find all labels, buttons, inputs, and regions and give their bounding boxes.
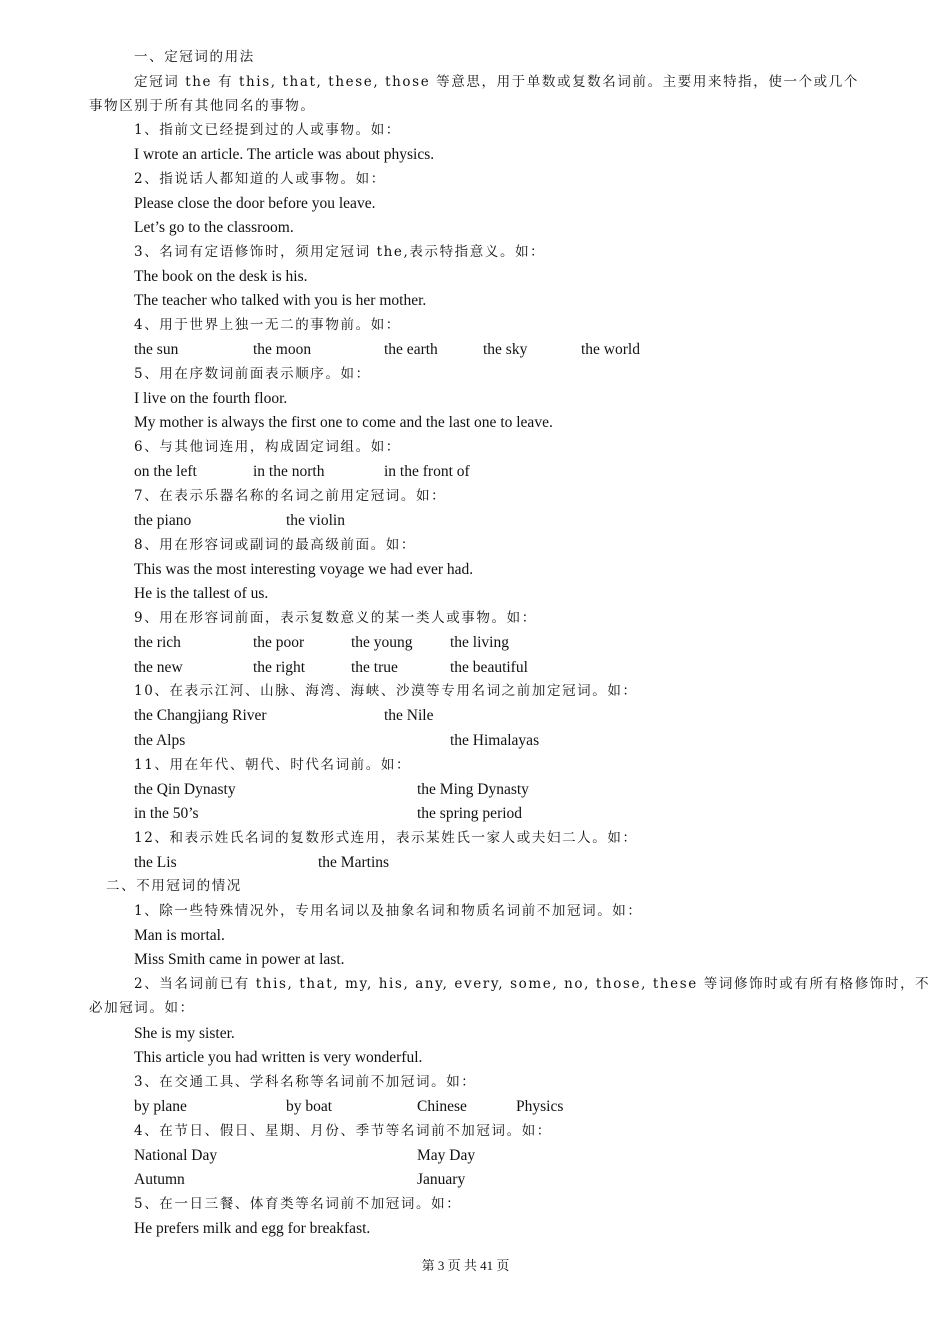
example-sentence: This article you had written is very wonderful. (134, 1049, 423, 1066)
rule-text-line: 11、用在年代、朝代、时代名词前。如： (134, 757, 412, 773)
example-word: the moon (253, 341, 312, 358)
rule-text-line: 4、用于世界上独一无二的事物前。如： (134, 317, 401, 333)
example-sentence: I live on the fourth floor. (134, 390, 288, 407)
example-word: the Lis (134, 854, 177, 871)
rule-text-line: 事物区别于所有其他同名的事物。 (89, 98, 316, 114)
example-word: Chinese (417, 1098, 467, 1115)
example-sentence: Miss Smith came in power at last. (134, 951, 345, 968)
page-footer: 第 3 页 共 41 页 (421, 1258, 510, 1273)
rule-text-line: 7、在表示乐器名称的名词之前用定冠词。如： (134, 488, 447, 504)
rule-text-line: 必加冠词。如： (89, 1000, 195, 1016)
example-sentence: My mother is always the first one to come and the last one to leave. (134, 414, 553, 431)
example-word: by boat (286, 1098, 333, 1115)
example-word: the piano (134, 512, 192, 529)
example-word: the spring period (417, 805, 523, 822)
example-word: the Alps (134, 732, 186, 749)
example-word: May Day (417, 1147, 476, 1164)
example-word: in the 50’s (134, 805, 199, 822)
example-word: the living (450, 634, 509, 651)
rule-text-line: 6、与其他词连用，构成固定词组。如： (134, 439, 401, 455)
example-word: the beautiful (450, 659, 528, 676)
example-word: Physics (516, 1098, 564, 1115)
example-word: the Nile (384, 707, 434, 724)
example-sentence: Please close the door before you leave. (134, 195, 376, 212)
rule-text-line: 一、定冠词的用法 (134, 49, 255, 65)
example-sentence: Let’s go to the classroom. (134, 219, 294, 236)
example-sentence: He is the tallest of us. (134, 585, 269, 602)
example-word: on the left (134, 463, 197, 480)
example-word: the violin (286, 512, 345, 529)
rule-text-line: 定冠词 the 有 this, that, these, those 等意思，用于单数或复数名词前。主要用来特指，使一个或几个 (134, 74, 859, 90)
example-word: the young (351, 634, 413, 651)
example-word: in the front of (384, 463, 470, 480)
example-word: the new (134, 659, 183, 676)
example-sentence: The book on the desk is his. (134, 268, 308, 285)
example-word: the rich (134, 634, 181, 651)
example-word: the right (253, 659, 306, 676)
example-word: the true (351, 659, 398, 676)
example-word: January (417, 1171, 466, 1188)
rule-text-line: 3、名词有定语修饰时，须用定冠词 the,表示特指意义。如： (134, 244, 546, 260)
example-sentence: He prefers milk and egg for breakfast. (134, 1220, 371, 1237)
rule-text-line: 9、用在形容词前面，表示复数意义的某一类人或事物。如： (134, 610, 537, 626)
example-word: the sun (134, 341, 179, 358)
example-sentence: Man is mortal. (134, 927, 225, 944)
rule-text-line: 5、在一日三餐、体育类等名词前不加冠词。如： (134, 1196, 462, 1212)
rule-text-line: 8、用在形容词或副词的最高级前面。如： (134, 537, 416, 553)
example-sentence: This was the most interesting voyage we had ever had. (134, 561, 474, 578)
example-word: the Ming Dynasty (417, 781, 529, 798)
example-word: in the north (253, 463, 325, 480)
rule-text-line: 1、除一些特殊情况外，专用名词以及抽象名词和物质名词前不加冠词。如： (134, 903, 643, 919)
example-word: the Changjiang River (134, 707, 267, 724)
example-word: the sky (483, 341, 528, 358)
rule-text-line: 10、在表示江河、山脉、海湾、海峡、沙漠等专用名词之前加定冠词。如： (134, 683, 638, 699)
example-word: the Qin Dynasty (134, 781, 236, 798)
example-sentence: I wrote an article. The article was about physics. (134, 146, 435, 163)
example-word: the world (581, 341, 640, 358)
rule-text-line: 1、指前文已经提到过的人或事物。如： (134, 122, 401, 138)
rule-text-line: 2、指说话人都知道的人或事物。如： (134, 171, 386, 187)
rule-text-line: 二、不用冠词的情况 (106, 878, 242, 894)
example-word: by plane (134, 1098, 187, 1115)
rule-text-line: 2、当名词前已有 this, that, my, his, any, every, some, no, those, these 等词修饰时或有所有格修饰时，不 (134, 976, 931, 992)
example-word: the poor (253, 634, 305, 651)
rule-text-line: 4、在节日、假日、星期、月份、季节等名词前不加冠词。如： (134, 1123, 552, 1139)
example-word: the Himalayas (450, 732, 540, 749)
example-word: National Day (134, 1147, 218, 1164)
example-sentence: She is my sister. (134, 1025, 235, 1042)
rule-text-line: 5、用在序数词前面表示顺序。如： (134, 366, 371, 382)
rule-text-line: 12、和表示姓氏名词的复数形式连用，表示某姓氏一家人或夫妇二人。如： (134, 830, 638, 846)
example-word: the earth (384, 341, 438, 358)
example-word: the Martins (318, 854, 390, 871)
example-sentence: The teacher who talked with you is her mother. (134, 292, 427, 309)
rule-text-line: 3、在交通工具、学科名称等名词前不加冠词。如： (134, 1074, 477, 1090)
example-word: Autumn (134, 1171, 185, 1188)
